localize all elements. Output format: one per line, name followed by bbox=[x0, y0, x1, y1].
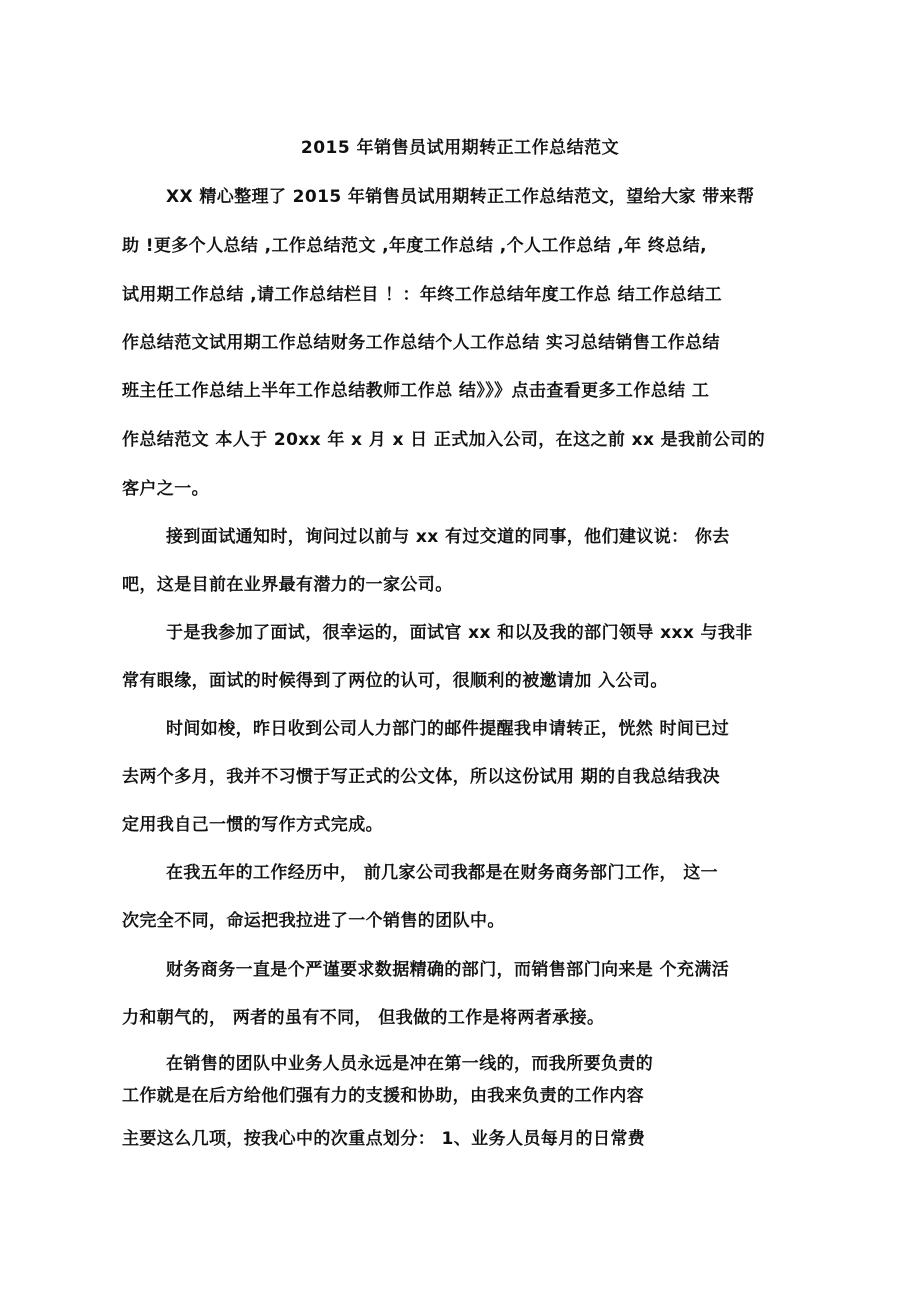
paragraph-1-line-2: 助 !更多个人总结 ,工作总结范文 ,年度工作总结 ,个人工作总结 ,年 终总结, bbox=[122, 236, 707, 256]
paragraph-4-line-1: 时间如梭，昨日收到公司人力部门的邮件提醒我申请转正，恍然 时间已过 bbox=[166, 719, 730, 739]
paragraph-1-line-7: 客户之一。 bbox=[122, 479, 209, 499]
paragraph-5-line-2: 次完全不同，命运把我拉进了一个销售的团队中。 bbox=[122, 911, 505, 931]
paragraph-2-line-1: 接到面试通知时，询问过以前与 xx 有过交道的同事，他们建议说： 你去 bbox=[166, 527, 730, 547]
paragraph-7-line-1: 在销售的团队中业务人员永远是冲在第一线的，而我所要负责的 bbox=[166, 1054, 654, 1074]
paragraph-3-line-2: 常有眼缘，面试的时候得到了两位的认可，很顺利的被邀请加 入公司。 bbox=[122, 671, 668, 691]
paragraph-3-line-1: 于是我参加了面试，很幸运的，面试官 xx 和以及我的部门领导 xxx 与我非 bbox=[166, 623, 753, 643]
paragraph-7-line-3: 主要这么几项，按我心中的次重点划分： 1、业务人员每月的日常费 bbox=[122, 1129, 646, 1149]
paragraph-1-line-3: 试用期工作总结 ,请工作总结栏目 ！：年终工作总结年度工作总 结工作总结工 bbox=[122, 285, 723, 305]
paragraph-1-line-1: XX 精心整理了 2015 年销售员试用期转正工作总结范文，望给大家 带来帮 bbox=[166, 187, 755, 207]
paragraph-6-line-2: 力和朝气的， 两者的虽有不同， 但我做的工作是将两者承接。 bbox=[122, 1008, 605, 1028]
paragraph-4-line-2: 去两个多月，我并不习惯于写正式的公文体，所以这份试用 期的自我总结我决 bbox=[122, 767, 720, 787]
document-title: 2015 年销售员试用期转正工作总结范文 bbox=[300, 138, 620, 158]
paragraph-1-line-6: 作总结范文 本人于 20xx 年 x 月 x 日 正式加入公司，在这之前 xx 是我前公司的 bbox=[122, 430, 766, 450]
paragraph-1-line-4: 作总结范文试用期工作总结财务工作总结个人工作总结 实习总结销售工作总结 bbox=[122, 333, 720, 353]
paragraph-6-line-1: 财务商务一直是个严谨要求数据精确的部门，而销售部门向来是 个充满活 bbox=[166, 960, 730, 980]
paragraph-7-line-2: 工作就是在后方给他们强有力的支援和协助，由我来负责的工作内容 bbox=[122, 1086, 644, 1106]
paragraph-4-line-3: 定用我自己一惯的写作方式完成。 bbox=[122, 815, 383, 835]
paragraph-2-line-2: 吧，这是目前在业界最有潜力的一家公司。 bbox=[122, 575, 453, 595]
paragraph-1-line-5: 班主任工作总结上半年工作总结教师工作总 结》》》点击查看更多工作总结 工 bbox=[122, 381, 710, 401]
paragraph-5-line-1: 在我五年的工作经历中， 前几家公司我都是在财务商务部门工作， 这一 bbox=[166, 863, 719, 883]
